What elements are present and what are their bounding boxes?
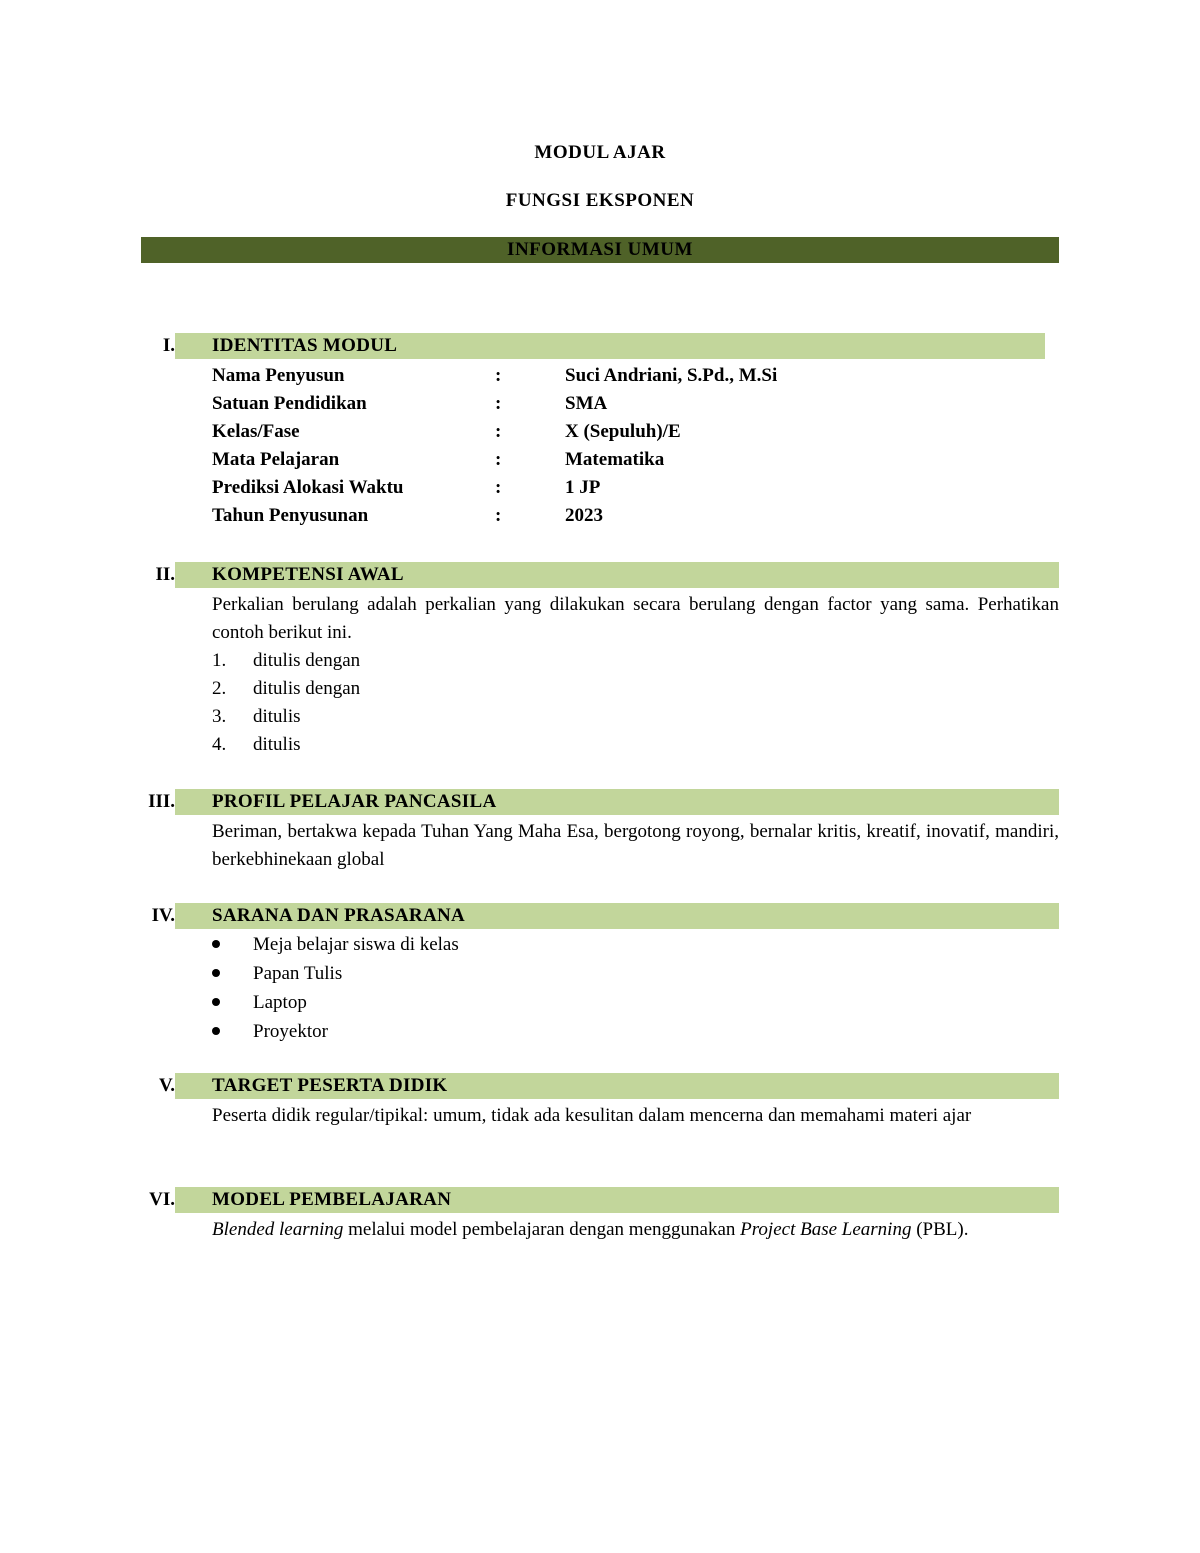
row-value: 2023	[565, 505, 603, 526]
section-paragraph: Peserta didik regular/tipikal: umum, tidak ada kesulitan dalam mencerna dan memahami materi ajar	[212, 1105, 972, 1126]
bullet-item	[212, 1017, 1059, 1046]
identity-row	[212, 446, 1059, 474]
row-separator: :	[495, 393, 502, 414]
row-separator: :	[495, 477, 502, 498]
list-item	[212, 675, 1059, 703]
section-paragraph	[212, 1216, 1059, 1244]
row-separator: :	[495, 365, 502, 386]
bullet-item	[212, 988, 1059, 1017]
row-value: Suci Andriani, S.Pd., M.Si	[565, 365, 778, 386]
bullet-item	[212, 930, 1059, 959]
row-value: Matematika	[565, 449, 665, 470]
row-label: Kelas/Fase	[212, 421, 300, 442]
list-item	[212, 703, 1059, 731]
bullet-icon	[212, 988, 253, 1017]
section-number: VI.	[149, 1189, 175, 1210]
section-header	[141, 333, 1059, 359]
italic-term: Blended learning	[212, 1219, 344, 1240]
document-title: MODUL AJAR	[534, 142, 666, 163]
identity-row	[212, 362, 1059, 390]
list-item	[212, 647, 1059, 675]
list-number: 1.	[212, 650, 227, 671]
paragraph-text: (PBL).	[911, 1219, 969, 1240]
identity-table	[212, 362, 1059, 530]
bullet-text: Meja belajar siswa di kelas	[253, 934, 459, 955]
section-number: II.	[155, 564, 175, 585]
section-title: TARGET PESERTA DIDIK	[212, 1075, 448, 1096]
paragraph-text: melalui model pembelajaran dengan menggunakan	[343, 1219, 741, 1240]
list-number: 3.	[212, 706, 227, 727]
bullet-icon	[212, 959, 253, 988]
section-paragraph: Beriman, bertakwa kepada Tuhan Yang Maha Esa, bergotong royong, bernalar kritis, kreatif, inovatif, mandiri, berkebhinekaan global	[212, 821, 1059, 870]
identity-row	[212, 418, 1059, 446]
section-header	[141, 562, 1059, 588]
section-title: KOMPETENSI AWAL	[212, 564, 404, 585]
section-number: V.	[158, 1075, 175, 1096]
identity-row	[212, 390, 1059, 418]
bullet-item	[212, 959, 1059, 988]
section-kompetensi-awal	[141, 562, 1059, 759]
row-label: Prediksi Alokasi Waktu	[212, 477, 404, 498]
section-title: MODEL PEMBELAJARAN	[212, 1189, 452, 1210]
section-profil-pelajar	[141, 789, 1059, 874]
info-banner: INFORMASI UMUM	[141, 237, 1059, 263]
row-value: SMA	[565, 393, 608, 414]
row-value: X (Sepuluh)/E	[565, 421, 681, 442]
row-label: Nama Penyusun	[212, 365, 345, 386]
section-paragraph: Perkalian berulang adalah perkalian yang dilakukan secara berulang dengan factor yang sama. Perhatikan contoh berikut ini.	[212, 594, 1059, 643]
section-number: IV.	[151, 905, 175, 926]
section-title: SARANA DAN PRASARANA	[212, 905, 466, 926]
list-number: 2.	[212, 678, 227, 699]
list-text: ditulis dengan	[253, 678, 361, 699]
italic-term: Project Base Learning	[740, 1219, 912, 1240]
bullet-text: Papan Tulis	[253, 963, 343, 984]
row-separator: :	[495, 421, 502, 442]
bullet-text: Proyektor	[253, 1021, 328, 1042]
row-value: 1 JP	[565, 477, 601, 498]
section-title: IDENTITAS MODUL	[212, 335, 398, 356]
row-label: Satuan Pendidikan	[212, 393, 367, 414]
bullet-text: Laptop	[253, 992, 307, 1013]
section-sarana-prasarana	[141, 903, 1059, 1046]
row-separator: :	[495, 449, 502, 470]
section-header	[141, 903, 1059, 929]
bullet-icon	[212, 1017, 253, 1046]
list-text: ditulis	[253, 734, 301, 755]
section-header	[141, 1073, 1059, 1099]
bullet-icon	[212, 930, 253, 959]
section-header	[141, 1187, 1059, 1213]
row-label: Tahun Penyusunan	[212, 505, 369, 526]
section-model-pembelajaran	[141, 1187, 1059, 1244]
section-header	[141, 789, 1059, 815]
list-number: 4.	[212, 734, 227, 755]
list-text: ditulis	[253, 706, 301, 727]
list-text: ditulis dengan	[253, 650, 361, 671]
section-number: III.	[148, 791, 175, 812]
identity-row	[212, 474, 1059, 502]
row-separator: :	[495, 505, 502, 526]
list-item	[212, 731, 1059, 759]
identity-row	[212, 502, 1059, 530]
document-subtitle: FUNGSI EKSPONEN	[505, 190, 695, 211]
section-number: I.	[162, 335, 175, 356]
row-label: Mata Pelajaran	[212, 449, 340, 470]
section-identitas-modul	[141, 333, 1059, 530]
section-title: PROFIL PELAJAR PANCASILA	[212, 791, 497, 812]
section-target-peserta	[141, 1073, 1059, 1130]
